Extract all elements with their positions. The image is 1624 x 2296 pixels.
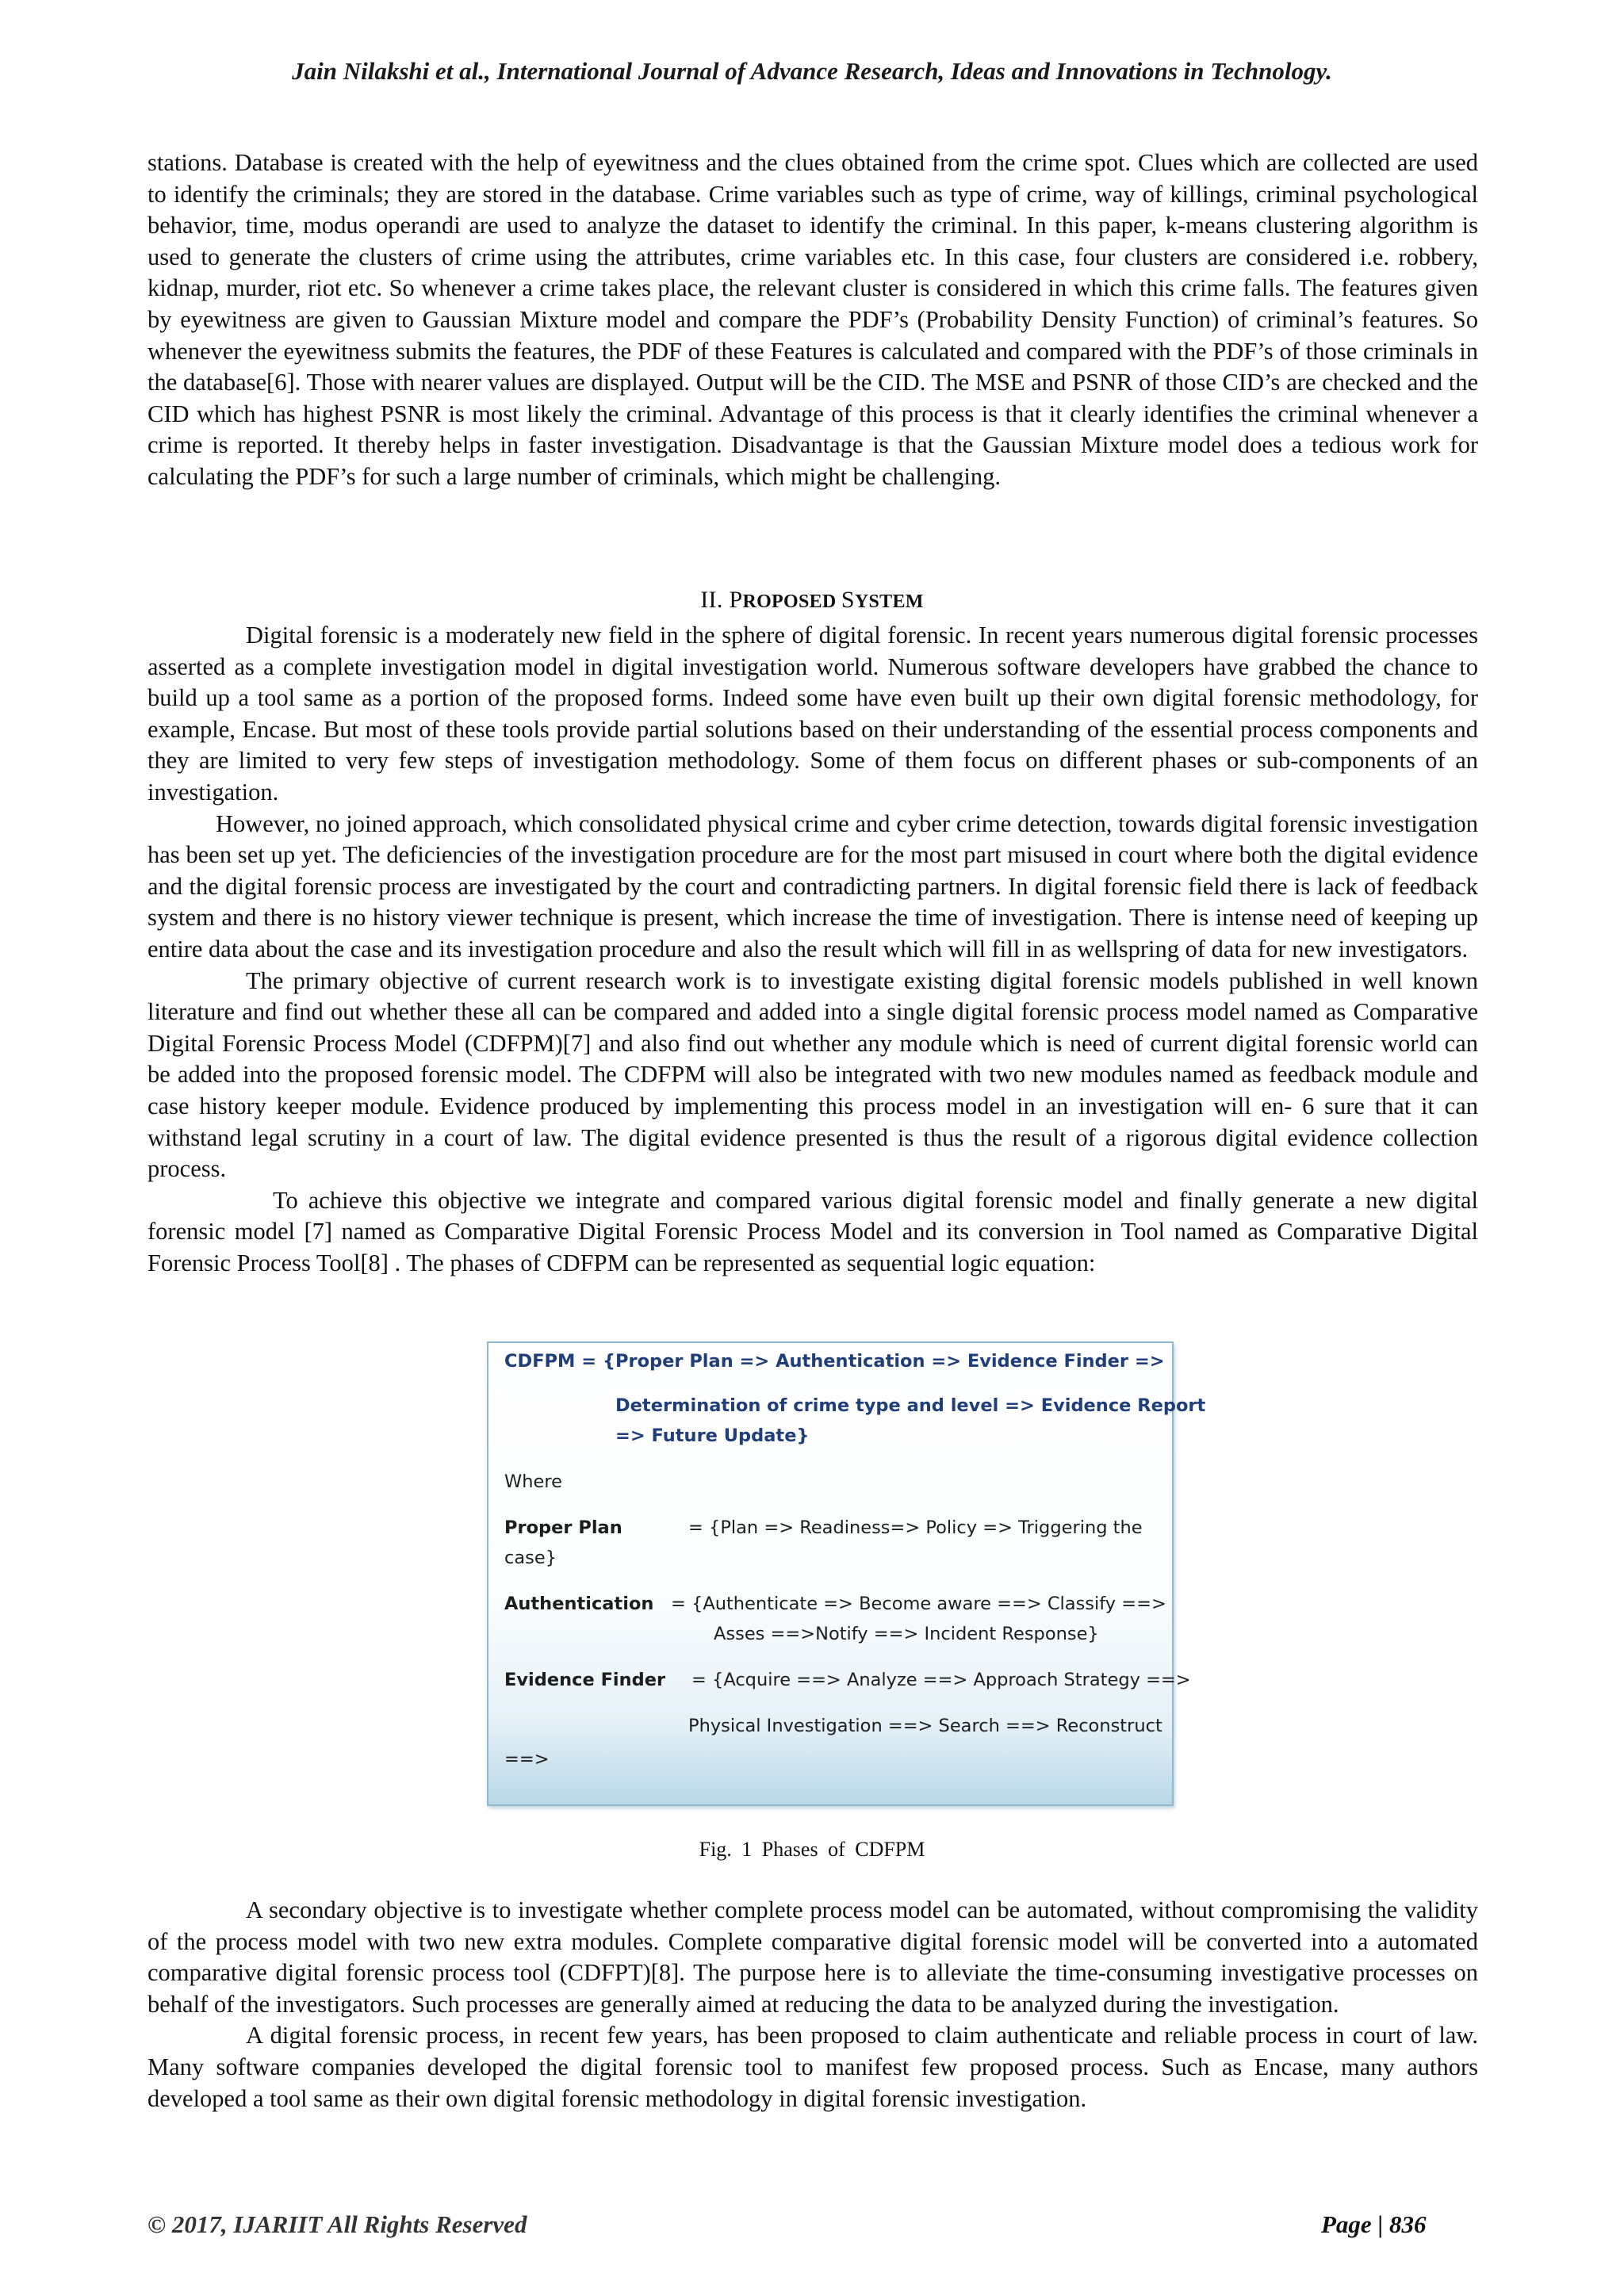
figure-term-proper-plan: Proper Plan <box>504 1517 622 1538</box>
section-title-rest-s: YSTEM <box>854 591 924 612</box>
section-number: II. <box>700 587 723 613</box>
section-heading <box>0 587 1624 614</box>
paragraph: A secondary objective is to investigate whether complete process model can be automated, without compromising the validity of the process model with two new extra modules. Complete comparative digital forensic model will be converted into a automated comparative digital forensic process tool (CDFPT)[8]. The purpose here is to alleviate the time-consuming investigative processes on behalf of the investigators. Such processes are generally aimed at reducing the data to be analyzed during the investigation. <box>147 1896 1478 2018</box>
figure-term-evidence-finder: Evidence Finder <box>504 1670 666 1690</box>
section-body <box>147 620 1478 1279</box>
section-title-initial-p: P <box>729 587 743 613</box>
paragraph: The primary objective of current research work is to investigate existing digital forensic models published in well known literature and find out whether these all can be compared and added into a single digital forensic process model named as Comparative Digital Forensic Process Model (CDFPM)[7] and also find out whether any module which is need of current digital forensic world can be added into the proposed forensic model. The CDFPM will also be integrated with two new modules named as feedback module and case history keeper module. Evidence produced by implementing this process model in an investigation will en- 6 sure that it can withstand legal scrutiny in a court of law. The digital evidence presented is thus the result of a rigorous digital evidence collection process. <box>147 966 1478 1183</box>
figure-line-3: => Future Update} <box>615 1425 810 1446</box>
paragraph: To achieve this objective we integrate and compared various digital forensic model and finally generate a new digital forensic model [7] named as Comparative Digital Forensic Process Model and its conversion in Tool named as Comparative Digital Forensic Process Tool[8] . The phases of CDFPM can be represented as sequential logic equation: <box>147 1186 1478 1276</box>
figure-def-proper-plan-b: case} <box>504 1548 557 1568</box>
paragraph: A digital forensic process, in recent few years, has been proposed to claim authenticate and reliable process in court of law. Many software companies developed the digital forensic tool to manifest few proposed process. Such as Encase, many authors developed a tool same as their own digital forensic methodology in digital forensic investigation. <box>147 2022 1478 2112</box>
intro-text <box>147 147 1478 493</box>
figure-def-evidence-finder-a: = {Acquire ==> Analyze ==> Approach Strategy ==> <box>691 1670 1191 1690</box>
figure-def-proper-plan-a: = {Plan => Readiness=> Policy => Triggering the <box>688 1517 1143 1538</box>
figure-cdfpm-phases <box>487 1341 1206 1806</box>
paragraph: Digital forensic is a moderately new field in the sphere of digital forensic. In recent years numerous digital forensic processes asserted as a complete investigation model in digital investigation world. Numerous software developers have grabbed the chance to build up a tool same as a portion of the proposed forms. Indeed some have even built up their own digital forensic methodology, for example, Encase. But most of these tools provide partial solutions based on their understanding of the essential process components and they are limited to very few steps of investigation methodology. Some of them focus on different phases or sub-components of an investigation. <box>147 622 1478 806</box>
figure-term-authentication: Authentication <box>504 1594 654 1614</box>
figure-def-authentication-b: Asses ==>Notify ==> Incident Response} <box>714 1624 1099 1644</box>
section-title-rest-p: ROPOSED <box>742 591 841 612</box>
footer-copyright: © 2017, IJARIIT All Rights Reserved <box>147 2210 527 2238</box>
figure-def-evidence-finder-b: Physical Investigation ==> Search ==> Reconstruct <box>688 1716 1162 1736</box>
figure-def-evidence-finder-c: ==> <box>504 1749 550 1770</box>
figure-where: Where <box>504 1471 562 1492</box>
after-figure-body <box>147 1895 1478 2114</box>
figure-def-authentication-a: = {Authenticate => Become aware ==> Classify ==> <box>671 1594 1166 1614</box>
figure-line-2: Determination of crime type and level => Evidence Report <box>615 1395 1206 1416</box>
intro-paragraph: stations. Database is created with the help of eyewitness and the clues obtained from the crime spot. Clues which are collected are used to identify the criminals; they are stored in the database. Crime variables such as type of crime, way of killings, criminal psychological behavior, time, modus operandi are used to analyze the dataset to identify the criminal. In this paper, k-means clustering algorithm is used to generate the clusters of crime using the attributes, crime variables etc. In this case, four clusters are considered i.e. robbery, kidnap, murder, riot etc. So whenever a crime takes place, the relevant cluster is considered in which this crime falls. The features given by eyewitness are given to Gaussian Mixture model and compare the PDF’s (Probability Density Function) of criminal’s features. So whenever the eyewitness submits the features, the PDF of these Features is calculated and compared with the PDF’s of those criminals in the database[6]. Those with nearer values are displayed. Output will be the CID. The MSE and PSNR of those CID’s are checked and the CID which has highest PSNR is most likely the criminal. Advantage of this process is that it clearly identifies the criminal whenever a crime is reported. It thereby helps in faster investigation. Disadvantage is that the Gaussian Mixture model does a tedious work for calculating the PDF’s for such a large number of criminals, which might be challenging. <box>147 149 1478 490</box>
paragraph: However, no joined approach, which consolidated physical crime and cyber crime detection, towards digital forensic investigation has been set up yet. The deficiencies of the investigation procedure are for the most part misused in court where both the digital evidence and the digital forensic process are investigated by the court and contradicting partners. In digital forensic field there is lack of feedback system and there is no history viewer technique is present, which increase the time of investigation. There is intense need of keeping up entire data about the case and its investigation procedure and also the result which will fill in as wellspring of data for new investigators. <box>147 809 1478 962</box>
footer-page-number: Page | 836 <box>1321 2210 1427 2238</box>
running-header: Jain Nilakshi et al., International Journal of Advance Research, Ideas and Innovations in Technology. <box>292 57 1332 85</box>
section-title-initial-s: S <box>841 587 855 613</box>
figure-caption: Fig. 1 Phases of CDFPM <box>699 1838 925 1861</box>
figure-line-1: CDFPM = {Proper Plan => Authentication => Evidence Finder => <box>504 1351 1165 1372</box>
